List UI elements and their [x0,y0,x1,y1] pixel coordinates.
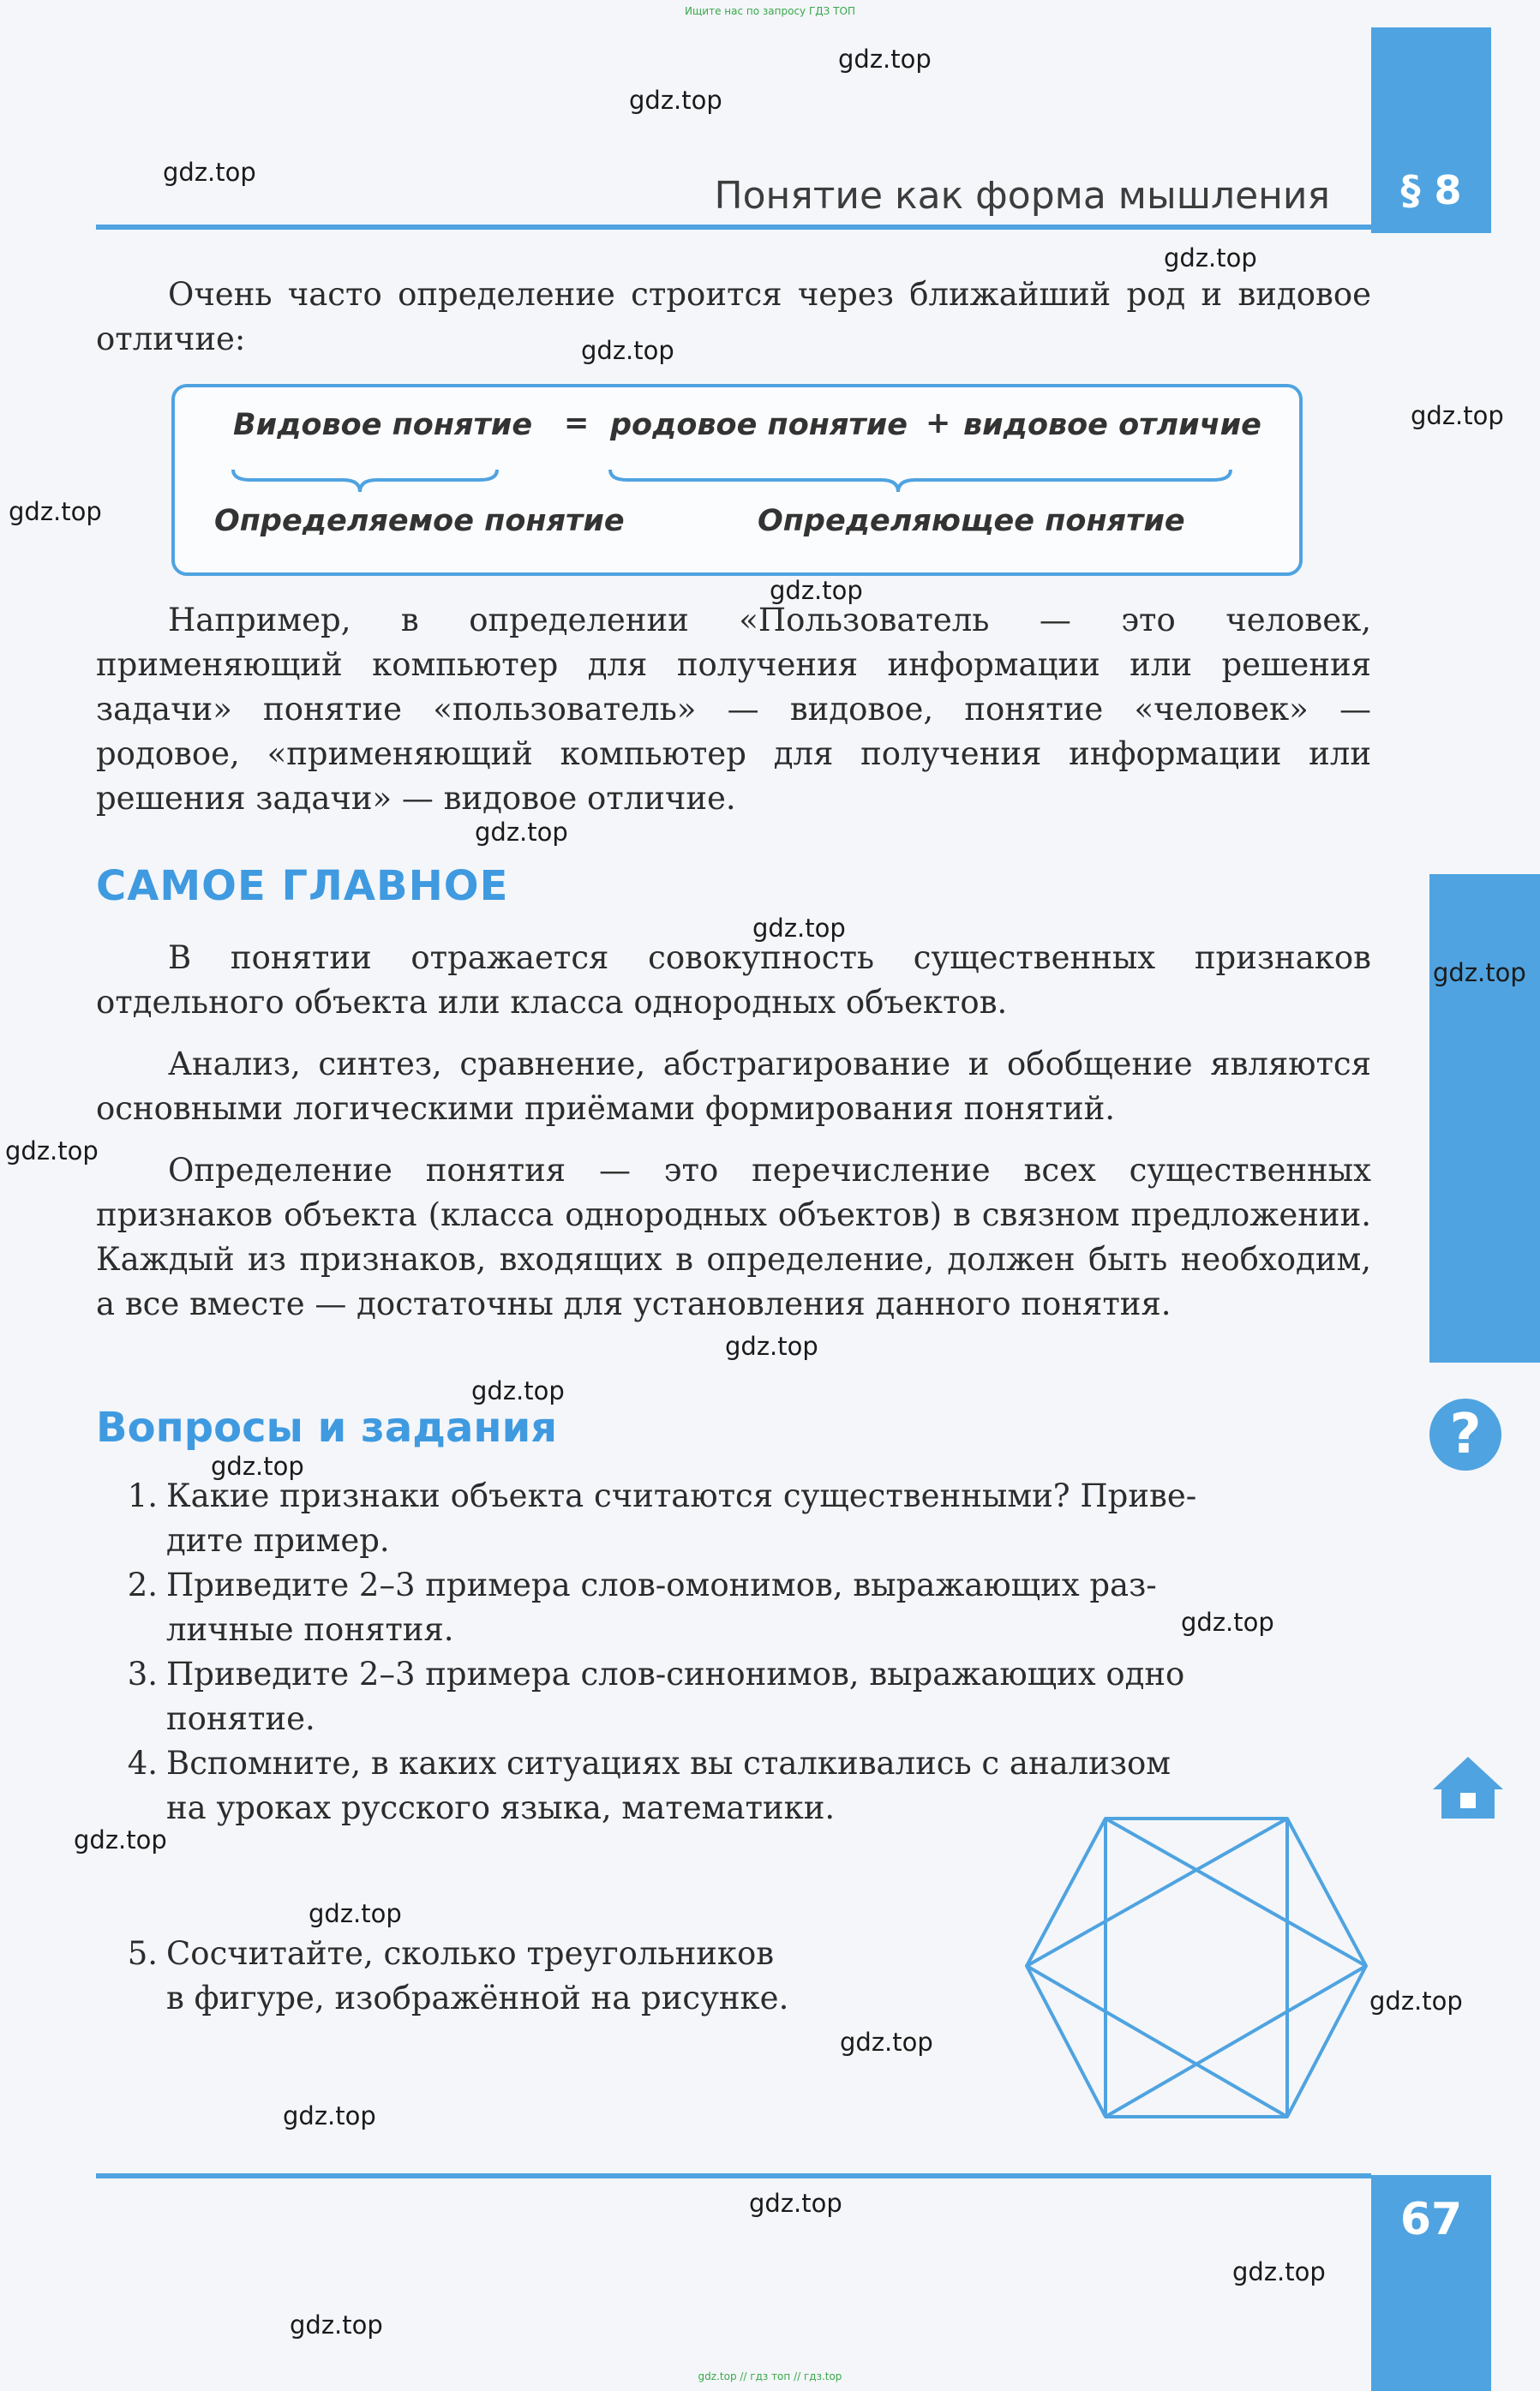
question-item [96,1474,1371,1563]
page-number: 67 [1399,2194,1463,2245]
questions-heading: Вопросы и задания [96,1404,558,1452]
main-paragraph-2-text: Анализ, синтез, сравнение, абстрагирование и обобщение являются основными логическими приёмами формирования понятий. [96,1046,1371,1127]
footer-rule [96,2173,1371,2178]
question-text: Приведите 2–3 примера слов-омонимов, выражающих раз- [166,1567,1157,1603]
question-text: Сосчитайте, сколько треугольников [166,1935,775,1972]
intro-paragraph [96,273,1371,362]
header-rule [96,225,1371,230]
watermark: gdz.top [838,45,932,74]
watermark: gdz.top [163,158,256,187]
watermark: gdz.top [840,2028,933,2057]
formula-species: Видовое понятие [233,408,533,442]
main-paragraph-3 [96,1148,1371,1327]
question-number: 4. [127,1745,158,1782]
formula-defined-concept: Определяемое понятие [214,504,625,538]
main-heading: САМОЕ ГЛАВНОЕ [96,862,509,910]
section-label: § 8 [1400,167,1462,213]
watermark: gdz.top [770,576,863,605]
watermark: gdz.top [725,1332,818,1361]
question-text: Какие признаки объекта считаются существенными? Приве- [166,1477,1197,1514]
question-item [96,1563,1371,1652]
sidebar-middle-block [1429,874,1540,1363]
watermark: gdz.top [9,497,102,526]
watermark: gdz.top [471,1376,565,1405]
formula-difference: видовое отличие [963,408,1261,442]
watermark: gdz.top [1369,1987,1463,2016]
question-text-continued: в фигуре, изображённой на рисунке. [166,1980,789,2016]
watermark: gdz.top [1164,243,1257,273]
question-text-continued: дите пример. [166,1522,390,1559]
hexagon-outline [1027,1819,1366,2117]
question-text: Приведите 2–3 примера слов-синонимов, выражающих одно [166,1656,1185,1693]
question-text: Вспомните, в каких ситуациях вы сталкивались с анализом [166,1745,1171,1782]
example-text: Например, в определении «Пользователь — это человек, применяющий компьютер для получения информации или решения задачи» понятие «пользователь» — видовое, понятие «человек» — родовое, «применяющий компьютер для получения информации или решения задачи» — видовое отличие. [96,602,1371,817]
watermark: gdz.top [581,336,674,365]
question-icon: ? [1429,1399,1501,1471]
watermark: gdz.top [1411,401,1504,430]
question-item [96,1652,1371,1741]
hexagon-triangles-figure [1016,1807,1376,2132]
main-paragraph-1-text: В понятии отражается совокупность существенных признаков отдельного объекта или класса однородных объектов. [96,939,1371,1021]
intro-text: Очень часто определение строится через ближайший род и видовое отличие: [96,276,1371,357]
watermark: gdz.top [749,2189,842,2218]
main-paragraph-1 [96,936,1371,1025]
watermark: gdz.top [1433,958,1526,987]
watermark: gdz.top [211,1452,304,1481]
watermark: gdz.top [1232,2257,1326,2286]
watermark: gdz.top [475,818,568,847]
watermark: gdz.top [1181,1608,1274,1637]
formula-defining-concept: Определяющее понятие [758,504,1185,538]
watermark: gdz.top [74,1825,167,1855]
home-icon [1429,1753,1507,1822]
question-number: 2. [127,1567,158,1603]
formula-genus: родовое понятие [610,408,908,442]
question-number: 1. [127,1477,158,1514]
question-text-continued: на уроках русского языка, математики. [166,1789,836,1826]
top-note: Ищите нас по запросу ГДЗ ТОП [685,5,855,17]
watermark: gdz.top [5,1136,99,1166]
question-item [96,1932,1004,2021]
main-paragraph-2 [96,1042,1371,1131]
watermark: gdz.top [309,1899,402,1928]
running-title: Понятие как форма мышления [714,174,1330,218]
question-text-continued: личные понятия. [166,1611,454,1648]
watermark: gdz.top [290,2310,383,2340]
watermark: gdz.top [629,86,722,115]
question-number: 3. [127,1656,158,1693]
formula-plus: + [926,406,951,440]
question-text-continued: понятие. [166,1700,315,1737]
watermark: gdz.top [283,2101,376,2130]
question-number: 5. [127,1935,158,1972]
main-paragraph-3-text: Определение понятия — это перечисление всех существенных признаков объекта (класса однородных объектов) в связном предложении. Каждый из признаков, входящих в определение, должен быть необходим, а все вместе — достаточны для установления данного понятия. [96,1152,1371,1322]
example-paragraph [96,598,1371,821]
formula-equals: = [564,406,590,440]
bottom-note: gdz.top // гдз топ // гдз.top [698,2370,842,2382]
watermark: gdz.top [752,914,846,943]
